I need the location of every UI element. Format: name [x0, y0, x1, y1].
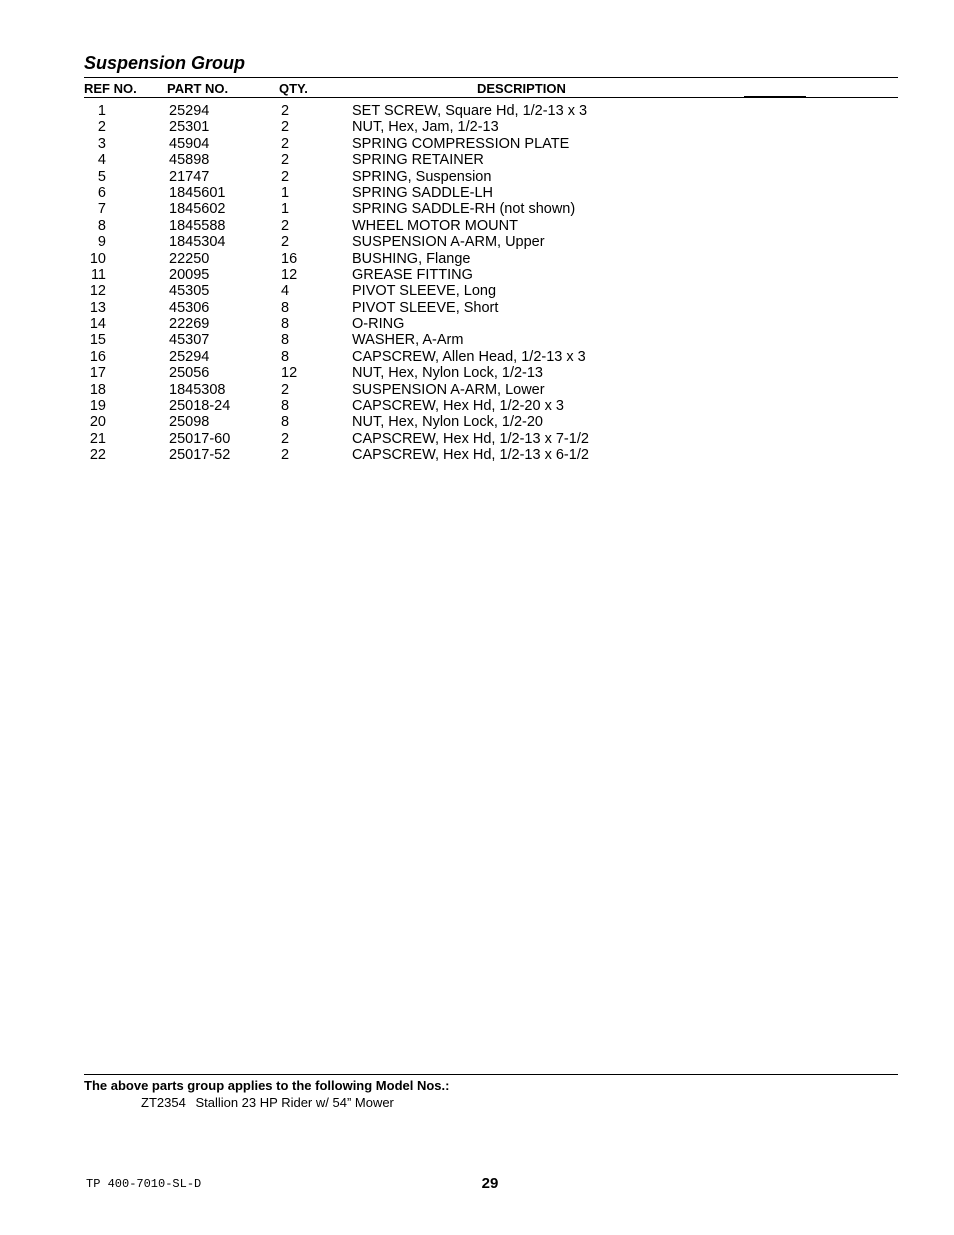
part-no-cell: 25017-52 [169, 447, 231, 464]
ref-no-cell: 7 [97, 201, 106, 218]
qty-cell: 2 [281, 234, 290, 251]
table-row [84, 169, 684, 185]
qty-cell: 2 [281, 152, 290, 169]
part-no-cell: 1845601 [169, 184, 226, 201]
ref-no-cell: 21 [89, 430, 106, 447]
ref-no-cell: 10 [89, 250, 106, 267]
table-row [84, 349, 684, 365]
page-number: 29 [481, 1175, 499, 1192]
ref-no-cell: 22 [89, 447, 106, 464]
qty-cell: 12 [281, 365, 298, 382]
part-no-cell: 25301 [169, 119, 210, 136]
description-cell: SPRING RETAINER [352, 152, 484, 169]
part-no-cell: 45305 [169, 283, 210, 300]
qty-cell: 2 [281, 447, 290, 464]
table-row [84, 267, 684, 283]
part-no-cell: 45904 [169, 135, 210, 152]
description-cell: WASHER, A-Arm [352, 332, 464, 349]
table-row [84, 251, 684, 267]
table-row [84, 300, 684, 316]
parts-list [84, 103, 684, 464]
table-row [84, 332, 684, 348]
table-row [84, 447, 684, 463]
table-row [84, 365, 684, 381]
part-no-cell: 25098 [169, 414, 210, 431]
ref-no-cell: 9 [97, 234, 106, 251]
description-cell: SPRING COMPRESSION PLATE [352, 135, 570, 152]
qty-cell: 8 [281, 332, 290, 349]
part-no-cell: 25294 [169, 348, 210, 365]
table-row [84, 283, 684, 299]
part-no-cell: 25056 [169, 365, 210, 382]
ref-no-cell: 3 [97, 135, 106, 152]
table-row [84, 152, 684, 168]
description-cell: NUT, Hex, Nylon Lock, 1/2-20 [352, 414, 543, 431]
ref-no-cell: 18 [89, 381, 106, 398]
model-number: ZT2354 [141, 1095, 186, 1110]
description-cell: SET SCREW, Square Hd, 1/2-13 x 3 [352, 103, 588, 119]
table-row [84, 431, 684, 447]
part-no-cell: 45898 [169, 152, 210, 169]
part-no-cell: 21747 [169, 168, 210, 185]
model-list-item [141, 1095, 394, 1111]
table-row [84, 382, 684, 398]
table-header [84, 81, 898, 97]
ref-no-cell: 1 [97, 103, 106, 119]
description-cell: NUT, Hex, Nylon Lock, 1/2-13 [352, 365, 543, 382]
ref-no-cell: 15 [89, 332, 106, 349]
part-no-cell: 25018-24 [169, 398, 231, 415]
qty-cell: 8 [281, 398, 290, 415]
qty-cell: 16 [281, 250, 298, 267]
qty-cell: 2 [281, 217, 290, 234]
ref-no-cell: 4 [97, 152, 106, 169]
ref-no-cell: 19 [89, 398, 106, 415]
header-rule [84, 97, 898, 98]
top-rule [84, 77, 898, 78]
ref-no-cell: 11 [90, 266, 106, 283]
description-cell: PIVOT SLEEVE, Long [352, 283, 497, 300]
qty-cell: 8 [281, 414, 290, 431]
section-title: Suspension Group [84, 53, 246, 73]
ref-no-cell: 17 [89, 365, 106, 382]
ref-no-cell: 20 [89, 414, 106, 431]
table-row [84, 185, 684, 201]
model-description: Stallion 23 HP Rider w/ 54” Mower [195, 1095, 394, 1110]
qty-cell: 4 [281, 283, 290, 300]
description-cell: CAPSCREW, Hex Hd, 1/2-13 x 7-1/2 [352, 430, 589, 447]
table-row [84, 119, 684, 135]
description-cell: WHEEL MOTOR MOUNT [352, 217, 518, 234]
part-no-cell: 20095 [169, 266, 210, 283]
document-id: TP 400-7010-SL-D [86, 1177, 202, 1191]
qty-cell: 1 [281, 201, 290, 218]
header-rule-accent [744, 96, 806, 97]
ref-no-cell: 14 [89, 316, 106, 333]
applies-to-text: The above parts group applies to the following Model Nos.: [84, 1078, 450, 1093]
ref-no-cell: 13 [89, 299, 106, 316]
qty-cell: 8 [281, 299, 290, 316]
header-part-no: PART NO. [167, 81, 229, 96]
description-cell: SUSPENSION A-ARM, Lower [352, 381, 545, 398]
description-cell: SUSPENSION A-ARM, Upper [352, 234, 545, 251]
qty-cell: 2 [281, 103, 290, 119]
description-cell: O-RING [352, 316, 405, 333]
description-cell: SPRING SADDLE-RH (not shown) [352, 201, 576, 218]
part-no-cell: 1845602 [169, 201, 226, 218]
ref-no-cell: 2 [97, 119, 106, 136]
ref-no-cell: 6 [97, 184, 106, 201]
ref-no-cell: 16 [89, 348, 106, 365]
qty-cell: 2 [281, 430, 290, 447]
header-ref-no: REF NO. [84, 81, 137, 96]
part-no-cell: 22250 [169, 250, 210, 267]
description-cell: CAPSCREW, Hex Hd, 1/2-20 x 3 [352, 398, 564, 415]
part-no-cell: 22269 [169, 316, 210, 333]
table-row [84, 398, 684, 414]
part-no-cell: 25294 [169, 103, 210, 119]
qty-cell: 2 [281, 381, 290, 398]
description-cell: GREASE FITTING [352, 266, 473, 283]
qty-cell: 1 [281, 184, 290, 201]
part-no-cell: 1845308 [169, 381, 226, 398]
table-row [84, 414, 684, 430]
footer-rule [84, 1074, 898, 1075]
table-row [84, 201, 684, 217]
qty-cell: 12 [281, 266, 298, 283]
qty-cell: 8 [281, 316, 290, 333]
description-cell: CAPSCREW, Hex Hd, 1/2-13 x 6-1/2 [352, 447, 589, 464]
description-cell: PIVOT SLEEVE, Short [352, 299, 499, 316]
part-no-cell: 1845304 [169, 234, 226, 251]
table-row [84, 103, 684, 119]
ref-no-cell: 12 [89, 283, 106, 300]
ref-no-cell: 8 [97, 217, 106, 234]
description-cell: SPRING, Suspension [352, 168, 492, 185]
table-row [84, 136, 684, 152]
qty-cell: 8 [281, 348, 290, 365]
part-no-cell: 45307 [169, 332, 210, 349]
description-cell: NUT, Hex, Jam, 1/2-13 [352, 119, 499, 136]
table-row [84, 316, 684, 332]
description-cell: CAPSCREW, Allen Head, 1/2-13 x 3 [352, 348, 586, 365]
qty-cell: 2 [281, 135, 290, 152]
description-cell: SPRING SADDLE-LH [352, 184, 494, 201]
table-row [84, 218, 684, 234]
part-no-cell: 1845588 [169, 217, 226, 234]
description-cell: BUSHING, Flange [352, 250, 471, 267]
header-description: DESCRIPTION [477, 81, 566, 96]
part-no-cell: 45306 [169, 299, 210, 316]
qty-cell: 2 [281, 119, 290, 136]
ref-no-cell: 5 [97, 168, 106, 185]
qty-cell: 2 [281, 168, 290, 185]
header-qty: QTY. [279, 81, 308, 96]
part-no-cell: 25017-60 [169, 430, 231, 447]
table-row [84, 234, 684, 250]
